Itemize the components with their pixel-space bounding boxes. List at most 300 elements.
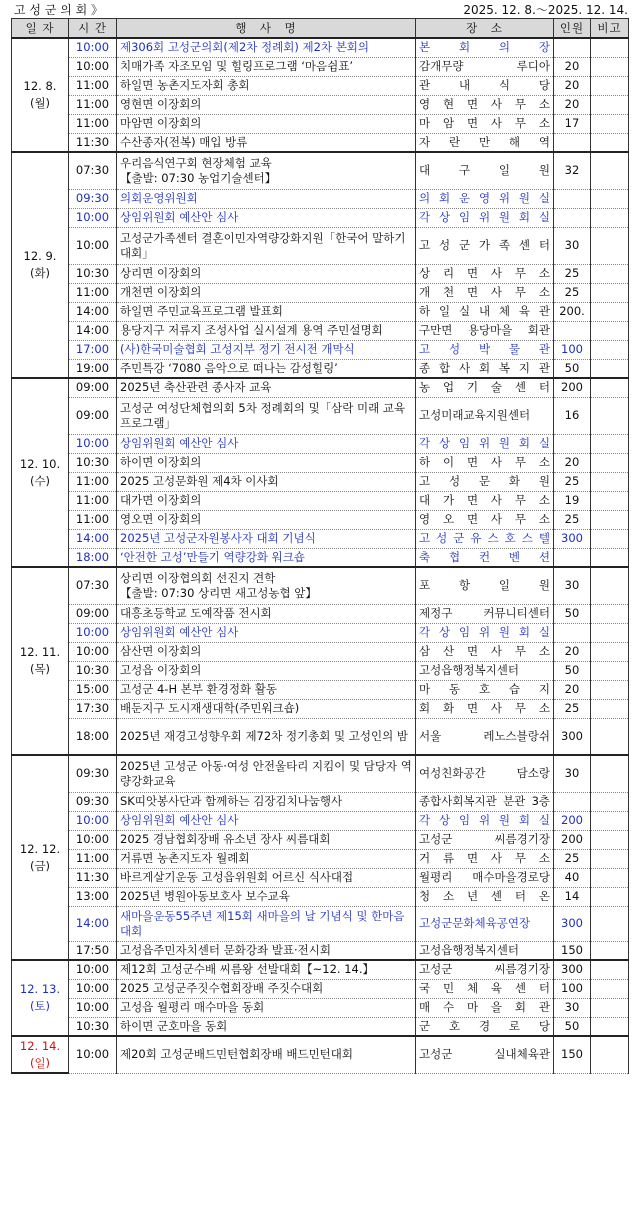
place-cell: 고성미래교육지원센터 [416,397,554,434]
place-cell: 하 이 면 사 무 소 [416,453,554,472]
note-cell [591,208,629,227]
place-cell: 고성읍행정복지센터 [416,661,554,680]
table-row [12,718,629,755]
place-cell: 본 회 의 장 [416,38,554,57]
note-cell [591,189,629,208]
note-cell [591,887,629,906]
event-cell: 상리면 이장협의회 선진지 견학 【출발: 07:30 상리면 새고성농협 앞】 [117,567,416,604]
table-row [12,510,629,529]
count-cell: 150 [554,941,591,960]
place-cell: 개 천 면 사 무 소 [416,283,554,302]
table-row [12,642,629,661]
event-cell: 상임위원회 예산안 심사 [117,623,416,642]
table-row [12,133,629,152]
table-row [12,792,629,811]
place-cell: 고성군 씨름경기장 [416,830,554,849]
count-cell: 100 [554,979,591,998]
event-cell: 새마을운동55주년 제15회 새마을의 날 기념식 및 한마음대회 [117,906,416,941]
event-cell: 2025 경남협회장배 유소년 장사 씨름대회 [117,830,416,849]
count-cell: 50 [554,661,591,680]
count-cell: 20 [554,95,591,114]
event-cell: 하일면 주민교육프로그램 발표회 [117,302,416,321]
table-row [12,887,629,906]
place-cell: 고성군문화체육공연장 [416,906,554,941]
col-note: 비고 [591,19,629,39]
count-cell: 25 [554,849,591,868]
place-cell: 각 상 임 위 원 회 실 [416,434,554,453]
count-cell: 20 [554,680,591,699]
count-cell: 200. [554,302,591,321]
place-cell: 고 성 문 화 원 [416,472,554,491]
time-cell: 11:00 [69,491,117,510]
place-cell: 영 오 면 사 무 소 [416,510,554,529]
count-cell: 30 [554,227,591,264]
table-row [12,321,629,340]
time-cell: 14:00 [69,321,117,340]
place-cell: 거 류 면 사 무 소 [416,849,554,868]
count-cell: 40 [554,868,591,887]
date-cell: 12. 14. (일) [12,1036,69,1073]
count-cell: 150 [554,1036,591,1073]
table-row [12,472,629,491]
time-cell: 10:30 [69,453,117,472]
time-cell: 11:00 [69,76,117,95]
event-cell: 개천면 이장회의 [117,283,416,302]
event-cell: 고성군 여성단체협의회 5차 정례회의 및「삼락 미래 교육 프로그램」 [117,397,416,434]
time-cell: 17:30 [69,699,117,718]
table-row [12,623,629,642]
place-cell: 고성군 실내체육관 [416,1036,554,1073]
event-cell: 고성읍 이장회의 [117,661,416,680]
place-cell: 청 소 년 센 터 온 [416,887,554,906]
table-row [12,941,629,960]
place-cell: 농 업 기 술 센 터 [416,378,554,397]
count-cell: 300 [554,529,591,548]
time-cell: 09:00 [69,397,117,434]
table-row [12,264,629,283]
time-cell: 11:00 [69,510,117,529]
note-cell [591,1017,629,1036]
time-cell: 15:00 [69,680,117,699]
time-cell: 10:00 [69,998,117,1017]
count-cell: 200 [554,811,591,830]
place-cell: 포 항 일 원 [416,567,554,604]
time-cell: 11:30 [69,868,117,887]
note-cell [591,604,629,623]
time-cell: 11:00 [69,283,117,302]
table-row [12,811,629,830]
note-cell [591,321,629,340]
col-place: 장 소 [416,19,554,39]
event-cell: 수산종자(전복) 매입 방류 [117,133,416,152]
event-cell: 배둔지구 도시재생대학(주민워크숍) [117,699,416,718]
time-cell: 11:00 [69,114,117,133]
date-cell: 12. 13. (토) [12,960,69,1036]
time-cell: 10:00 [69,642,117,661]
time-cell: 13:00 [69,887,117,906]
event-cell: (사)한국미술협회 고성지부 정기 전시전 개막식 [117,340,416,359]
place-cell: 종 합 사 회 복 지 관 [416,359,554,378]
note-cell [591,38,629,57]
count-cell: 20 [554,57,591,76]
event-cell: 제20회 고성군배드민턴협회장배 배드민턴대회 [117,1036,416,1073]
place-cell: 구만면 용당마을 회관 [416,321,554,340]
table-row [12,661,629,680]
col-count: 인원 [554,19,591,39]
place-cell: 서울 레노스블랑쉬 [416,718,554,755]
table-row [12,378,629,397]
place-cell: 대 구 일 원 [416,152,554,189]
table-row [12,302,629,321]
table-row [12,227,629,264]
count-cell: 25 [554,283,591,302]
note-cell [591,567,629,604]
place-cell: 감개무량 루디아 [416,57,554,76]
note-cell [591,623,629,642]
table-row [12,397,629,434]
table-row [12,998,629,1017]
note-cell [591,529,629,548]
event-cell: 2025 고성군주짓수협회장배 주짓수대회 [117,979,416,998]
count-cell: 25 [554,510,591,529]
time-cell: 10:30 [69,264,117,283]
time-cell: 10:30 [69,661,117,680]
count-cell: 32 [554,152,591,189]
time-cell: 10:00 [69,960,117,979]
count-cell: 16 [554,397,591,434]
event-cell: 2025년 고성군 아동·여성 안전울타리 지킴이 및 담당자 역량강화교육 [117,755,416,792]
time-cell: 10:00 [69,208,117,227]
count-cell: 50 [554,359,591,378]
table-row [12,283,629,302]
note-cell [591,868,629,887]
time-cell: 09:30 [69,189,117,208]
event-cell: 2025년 고성군자원봉사자 대회 기념식 [117,529,416,548]
col-event: 행 사 명 [117,19,416,39]
time-cell: 17:50 [69,941,117,960]
event-cell: 상임위원회 예산안 심사 [117,811,416,830]
event-cell: 2025년 축산관련 종사자 교육 [117,378,416,397]
date-cell: 12. 9. (화) [12,152,69,378]
count-cell: 25 [554,699,591,718]
note-cell [591,1036,629,1073]
place-cell: 고 성 군 가 족 센 터 [416,227,554,264]
event-cell: 고성읍주민자치센터 문화강좌 발표·전시회 [117,941,416,960]
place-cell: 제정구 커뮤니티센터 [416,604,554,623]
place-cell: 삼 산 면 사 무 소 [416,642,554,661]
event-cell: 2025년 병원아동보호사 보수교육 [117,887,416,906]
note-cell [591,453,629,472]
table-row [12,453,629,472]
table-row [12,95,629,114]
place-cell: 고성읍행정복지센터 [416,941,554,960]
count-cell [554,321,591,340]
event-cell: 하이면 이장회의 [117,453,416,472]
place-cell: 고성군 씨름경기장 [416,960,554,979]
place-cell: 고 성 박 물 관 [416,340,554,359]
note-cell [591,264,629,283]
note-cell [591,906,629,941]
time-cell: 18:00 [69,548,117,567]
count-cell [554,434,591,453]
table-row [12,960,629,979]
place-cell: 종합사회복지관 분관 3층 [416,792,554,811]
place-cell: 대 가 면 사 무 소 [416,491,554,510]
council-title: 고 성 군 의 회 》 [14,3,104,17]
date-cell: 12. 8. (월) [12,38,69,152]
note-cell [591,133,629,152]
count-cell [554,38,591,57]
time-cell: 10:00 [69,623,117,642]
place-cell: 상 리 면 사 무 소 [416,264,554,283]
event-cell: 고성군 4-H 본부 환경정화 활동 [117,680,416,699]
note-cell [591,397,629,434]
table-row [12,567,629,604]
time-cell: 09:30 [69,755,117,792]
time-cell: 07:30 [69,152,117,189]
count-cell: 20 [554,76,591,95]
table-row [12,114,629,133]
event-cell: SK띠앗봉사단과 함께하는 김장김치나눔행사 [117,792,416,811]
count-cell: 200 [554,378,591,397]
note-cell [591,57,629,76]
place-cell: 축 협 컨 벤 션 [416,548,554,567]
note-cell [591,472,629,491]
count-cell: 25 [554,472,591,491]
place-cell: 군 호 경 로 당 [416,1017,554,1036]
schedule-table [11,18,629,1074]
table-row [12,906,629,941]
event-cell: 치매가족 자조모임 및 힐링프로그램 ‘마음쉼표’ [117,57,416,76]
note-cell [591,491,629,510]
table-row [12,849,629,868]
event-cell: 바르게살기운동 고성읍위원회 어르신 식사대접 [117,868,416,887]
count-cell [554,208,591,227]
note-cell [591,998,629,1017]
place-cell: 하 일 실 내 체 육 관 [416,302,554,321]
count-cell: 20 [554,453,591,472]
event-cell: 의회운영위원회 [117,189,416,208]
document-header [0,0,640,18]
count-cell: 50 [554,604,591,623]
time-cell: 10:00 [69,979,117,998]
table-row [12,434,629,453]
event-cell: 하이면 군호마을 동회 [117,1017,416,1036]
table-row [12,57,629,76]
note-cell [591,76,629,95]
event-cell: 대흥초등학교 도예작품 전시회 [117,604,416,623]
note-cell [591,849,629,868]
count-cell [554,548,591,567]
event-cell: 영오면 이장회의 [117,510,416,529]
note-cell [591,755,629,792]
table-row [12,359,629,378]
count-cell: 19 [554,491,591,510]
place-cell: 국 민 체 육 센 터 [416,979,554,998]
time-cell: 11:30 [69,133,117,152]
count-cell: 100 [554,340,591,359]
note-cell [591,283,629,302]
time-cell: 10:00 [69,830,117,849]
note-cell [591,661,629,680]
note-cell [591,811,629,830]
table-row [12,152,629,189]
event-cell: 우리음식연구회 현장체험 교육 【출발: 07:30 농업기술센터】 [117,152,416,189]
table-row [12,76,629,95]
time-cell: 10:00 [69,434,117,453]
time-cell: 09:00 [69,378,117,397]
count-cell: 300 [554,906,591,941]
note-cell [591,548,629,567]
event-cell: 대가면 이장회의 [117,491,416,510]
count-cell: 14 [554,887,591,906]
time-cell: 14:00 [69,302,117,321]
place-cell: 자 란 만 해 역 [416,133,554,152]
table-row [12,1017,629,1036]
event-cell: 2025년 재경고성향우회 제72차 정기총회 및 고성인의 밤 [117,718,416,755]
time-cell: 19:00 [69,359,117,378]
note-cell [591,114,629,133]
event-cell: 고성읍 월평리 매수마을 동회 [117,998,416,1017]
time-cell: 14:00 [69,906,117,941]
count-cell: 30 [554,567,591,604]
note-cell [591,960,629,979]
note-cell [591,378,629,397]
count-cell [554,189,591,208]
time-cell: 09:30 [69,792,117,811]
event-cell: 제306회 고성군의회(제2차 정례회) 제2차 본회의 [117,38,416,57]
place-cell: 매 수 마 을 회 관 [416,998,554,1017]
table-row [12,548,629,567]
event-cell: 주민특강 ‘7080 음악으로 떠나는 감성힐링’ [117,359,416,378]
note-cell [591,302,629,321]
place-cell: 고 성 군 유 스 호 스 텔 [416,529,554,548]
note-cell [591,941,629,960]
table-row [12,491,629,510]
header-row [12,19,629,39]
count-cell [554,623,591,642]
note-cell [591,95,629,114]
note-cell [591,510,629,529]
count-cell: 30 [554,755,591,792]
table-row [12,604,629,623]
date-range: 2025. 12. 8.～2025. 12. 14. [463,3,628,17]
note-cell [591,718,629,755]
place-cell: 회 화 면 사 무 소 [416,699,554,718]
table-row [12,680,629,699]
event-cell: ‘안전한 고성’만들기 역량강화 워크숍 [117,548,416,567]
table-row [12,208,629,227]
time-cell: 18:00 [69,718,117,755]
date-cell: 12. 12. (금) [12,755,69,960]
date-cell: 12. 11. (목) [12,567,69,755]
event-cell: 상임위원회 예산안 심사 [117,434,416,453]
event-cell: 상임위원회 예산안 심사 [117,208,416,227]
table-row [12,830,629,849]
note-cell [591,642,629,661]
count-cell: 20 [554,642,591,661]
time-cell: 10:00 [69,38,117,57]
event-cell: 영현면 이장회의 [117,95,416,114]
note-cell [591,152,629,189]
place-cell: 각 상 임 위 원 회 실 [416,208,554,227]
place-cell: 마 암 면 사 무 소 [416,114,554,133]
event-cell: 상리면 이장회의 [117,264,416,283]
place-cell: 영 현 면 사 무 소 [416,95,554,114]
table-row [12,38,629,57]
time-cell: 17:00 [69,340,117,359]
event-cell: 2025 고성문화원 제4차 이사회 [117,472,416,491]
table-row [12,755,629,792]
time-cell: 11:00 [69,472,117,491]
event-cell: 제12회 고성군수배 씨름왕 선발대회【~12. 14.】 [117,960,416,979]
event-cell: 고성군가족센터 결혼이민자역량강화지원「한국어 말하기 대회」 [117,227,416,264]
note-cell [591,340,629,359]
note-cell [591,434,629,453]
event-cell: 하일면 농촌지도자회 총회 [117,76,416,95]
place-cell: 여성친화공간 담소랑 [416,755,554,792]
count-cell: 25 [554,264,591,283]
time-cell: 09:00 [69,604,117,623]
table-row [12,189,629,208]
note-cell [591,830,629,849]
event-cell: 거류면 농촌지도자 월례회 [117,849,416,868]
count-cell: 50 [554,1017,591,1036]
table-row [12,340,629,359]
count-cell: 300 [554,718,591,755]
time-cell: 10:00 [69,227,117,264]
event-cell: 용당지구 저류지 조성사업 실시설계 용역 주민설명회 [117,321,416,340]
place-cell: 월평리 매수마을경로당 [416,868,554,887]
note-cell [591,359,629,378]
table-row [12,868,629,887]
time-cell: 10:00 [69,1036,117,1073]
time-cell: 10:00 [69,811,117,830]
count-cell: 30 [554,998,591,1017]
table-row [12,1036,629,1073]
time-cell: 10:00 [69,57,117,76]
place-cell: 의 회 운 영 위 원 실 [416,189,554,208]
count-cell [554,792,591,811]
col-date: 일 자 [12,19,69,39]
place-cell: 각 상 임 위 원 회 실 [416,623,554,642]
event-cell: 삼산면 이장회의 [117,642,416,661]
note-cell [591,699,629,718]
note-cell [591,792,629,811]
table-row [12,529,629,548]
time-cell: 11:00 [69,95,117,114]
table-row [12,699,629,718]
note-cell [591,979,629,998]
count-cell: 17 [554,114,591,133]
note-cell [591,680,629,699]
count-cell [554,133,591,152]
time-cell: 10:30 [69,1017,117,1036]
time-cell: 07:30 [69,567,117,604]
place-cell: 각 상 임 위 원 회 실 [416,811,554,830]
date-cell: 12. 10. (수) [12,378,69,567]
event-cell: 마암면 이장회의 [117,114,416,133]
place-cell: 관 내 식 당 [416,76,554,95]
time-cell: 11:00 [69,849,117,868]
col-time: 시 간 [69,19,117,39]
table-row [12,979,629,998]
time-cell: 14:00 [69,529,117,548]
count-cell: 200 [554,830,591,849]
note-cell [591,227,629,264]
count-cell: 300 [554,960,591,979]
place-cell: 마 동 호 습 지 [416,680,554,699]
